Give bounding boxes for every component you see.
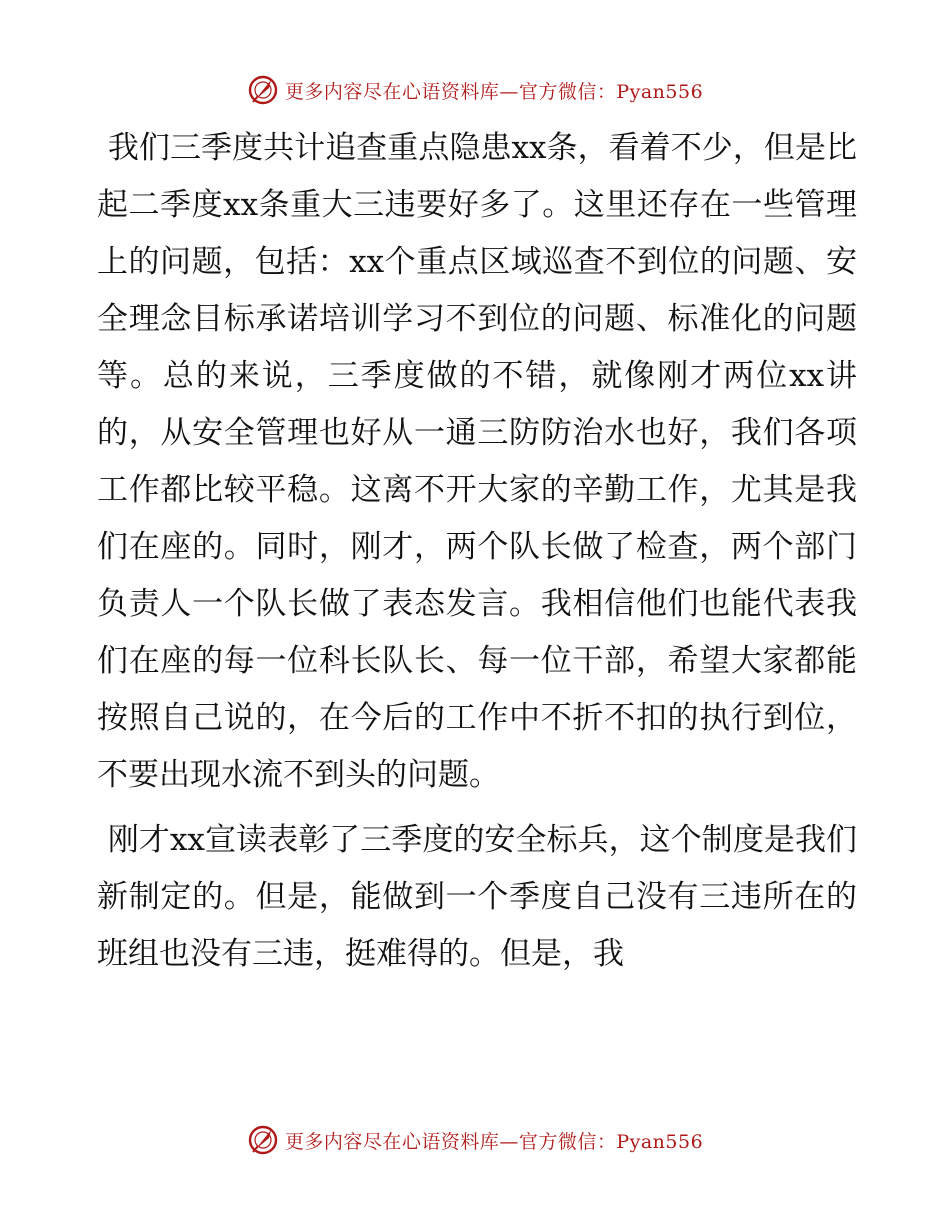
footer-banner-text: 更多内容尽在心语资料库—官方微信：Pyan556 (284, 1130, 704, 1153)
document-body (97, 120, 857, 983)
header-banner (0, 70, 950, 110)
header-banner-text: 更多内容尽在心语资料库—官方微信：Pyan556 (284, 80, 704, 103)
footer-banner (0, 1120, 950, 1160)
paragraph-2: 刚才xx宣读表彰了三季度的安全标兵，这个制度是我们新制定的。但是，能做到一个季度自己没有三违所在的班组也没有三违，挺难得的。但是，我 (97, 822, 857, 972)
quill-logo-icon (247, 74, 279, 106)
paragraph-1: 我们三季度共计追查重点隐患xx条，看着不少，但是比起二季度xx条重大三违要好多了。这里还存在一些管理上的问题，包括：xx个重点区域巡查不到位的问题、安全理念目标承诺培训学习不到位的问题、标准化的问题等。总的来说，三季度做的不错，就像刚才两位xx讲的，从安全管理也好从一通三防防治水也好，我们各项工作都比较平稳。这离不开大家的辛勤工作，尤其是我们在座的。同时，刚才，两个队长做了检查，两个部门负责人一个队长做了表态发言。我相信他们也能代表我们在座的每一位科长队长、每一位干部，希望大家都能按照自己说的，在今后的工作中不折不扣的执行到位，不要出现水流不到头的问题。 (97, 130, 857, 793)
quill-logo-icon (247, 1124, 279, 1156)
